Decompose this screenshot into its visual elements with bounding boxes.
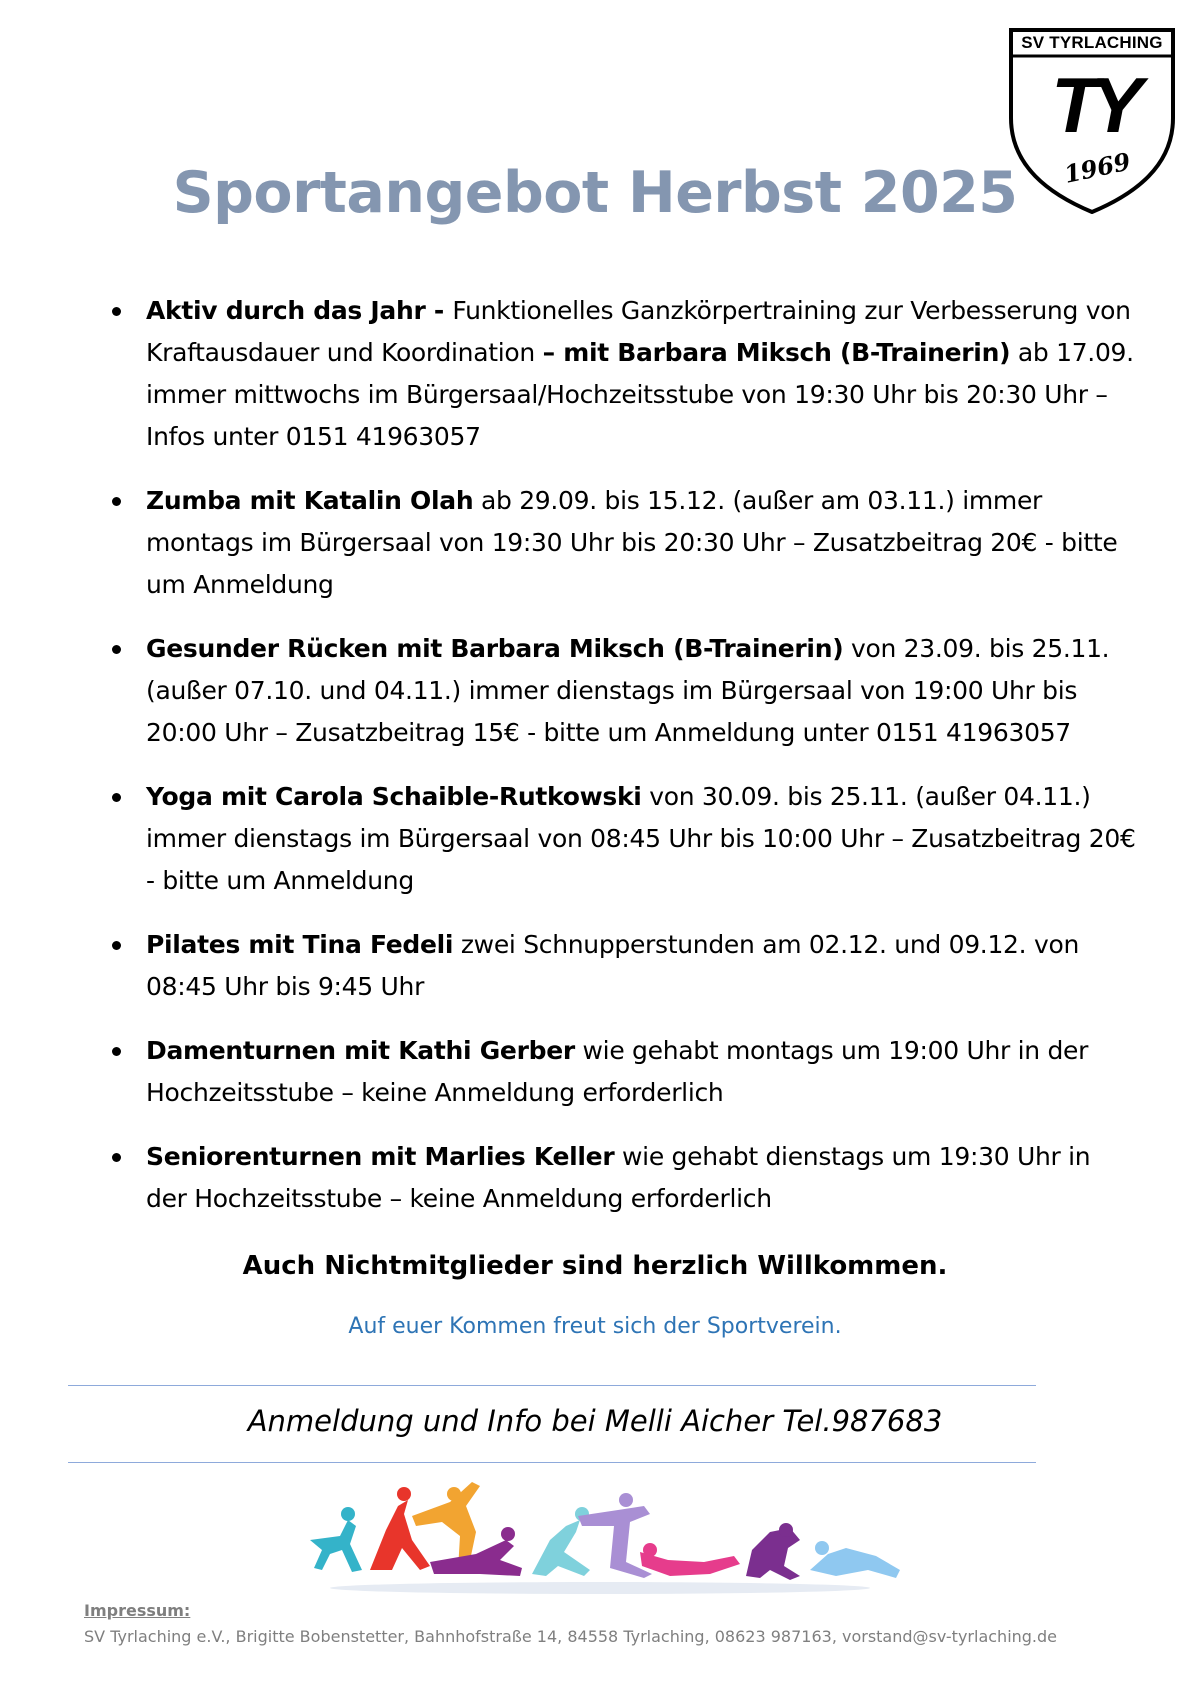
bullet-icon bbox=[112, 307, 121, 316]
offer-trainer: – mit Barbara Miksch (B-Trainerin) bbox=[542, 338, 1011, 367]
offer-name: Zumba mit Katalin Olah bbox=[146, 486, 474, 515]
impressum-heading: Impressum: bbox=[84, 1601, 191, 1620]
bullet-icon bbox=[112, 941, 121, 950]
offer-details: ab 29.09. bis 15.12. (außer am 03.11.) immer montags im Bürgersaal von 19:30 Uhr bis 20:30 Uhr – Zusatzbeitrag 20€ - bitte um Anmeldung bbox=[146, 486, 1118, 599]
bullet-icon bbox=[112, 645, 121, 654]
list-item bbox=[108, 628, 1138, 754]
offer-details: zwei Schnupperstunden am 02.12. und 09.12. von 08:45 Uhr bis 9:45 Uhr bbox=[146, 930, 1079, 1001]
offer-details: von 23.09. bis 25.11. (außer 07.10. und 04.11.) immer dienstags im Bürgersaal von 19:00 Uhr bis 20:00 Uhr – Zusatzbeitrag 15€ - bitte um Anmeldung unter 0151 41963057 bbox=[146, 634, 1110, 747]
offer-name: Pilates mit Tina Fedeli bbox=[146, 930, 454, 959]
contact-info: Anmeldung und Info bei Melli Aicher Tel.987683 bbox=[247, 1404, 943, 1438]
list-item bbox=[108, 776, 1138, 902]
figure-4 bbox=[430, 1527, 522, 1576]
offer-name: Aktiv durch das Jahr - bbox=[146, 296, 453, 325]
offer-name: Seniorenturnen mit Marlies Keller bbox=[146, 1142, 615, 1171]
divider-top bbox=[68, 1385, 1036, 1386]
thanks-note: Auf euer Kommen freut sich der Sportverein. bbox=[348, 1314, 842, 1339]
list-item bbox=[108, 1030, 1138, 1114]
logo-year: 1969 bbox=[1061, 146, 1133, 189]
offer-name: Yoga mit Carola Schaible-Rutkowski bbox=[146, 782, 642, 811]
offer-schedule: ab 17.09. immer mittwochs im Bürgersaal/Hochzeitsstube von 19:30 Uhr bis 20:30 Uhr – Infos unter 0151 41963057 bbox=[146, 338, 1134, 451]
impressum-text: SV Tyrlaching e.V., Brigitte Bobenstetter, Bahnhofstraße 14, 84558 Tyrlaching, 08623 987163, vorstand@sv-tyrlaching.de bbox=[84, 1627, 1058, 1646]
offer-details: von 30.09. bis 25.11. (außer 04.11.) immer dienstags im Bürgersaal von 08:45 Uhr bis 10:00 Uhr – Zusatzbeitrag 20€ - bitte um Anmeldung bbox=[146, 782, 1136, 895]
offer-details: wie gehabt dienstags um 19:30 Uhr in der Hochzeitsstube – keine Anmeldung erforderlich bbox=[146, 1142, 1091, 1213]
list-item bbox=[108, 924, 1138, 1008]
welcome-note: Auch Nichtmitglieder sind herzlich Willkommen. bbox=[242, 1251, 948, 1281]
offer-details: Funktionelles Ganzkörpertraining zur Verbesserung von Kraftausdauer und Koordination bbox=[146, 296, 1131, 367]
logo-monogram: TY bbox=[1051, 61, 1135, 149]
divider-bottom bbox=[68, 1462, 1036, 1463]
logo-club-name: SV TYRLACHING bbox=[1021, 33, 1163, 52]
figure-8 bbox=[746, 1523, 800, 1580]
list-item bbox=[108, 290, 1138, 458]
list-item bbox=[108, 1136, 1138, 1220]
bullet-icon bbox=[112, 793, 121, 802]
offer-details: wie gehabt montags um 19:00 Uhr in der Hochzeitsstube – keine Anmeldung erforderlich bbox=[146, 1036, 1089, 1107]
bullet-icon bbox=[112, 1153, 121, 1162]
offer-list bbox=[108, 290, 1138, 1242]
figure-9 bbox=[810, 1541, 900, 1578]
figure-2 bbox=[370, 1487, 430, 1570]
figure-7 bbox=[640, 1543, 740, 1576]
list-item bbox=[108, 480, 1138, 606]
bullet-icon bbox=[112, 497, 121, 506]
offer-name: Damenturnen mit Kathi Gerber bbox=[146, 1036, 575, 1065]
bullet-icon bbox=[112, 1047, 121, 1056]
page-title: Sportangebot Herbst 2025 bbox=[172, 160, 1018, 226]
figure-6 bbox=[578, 1493, 652, 1578]
offer-name: Gesunder Rücken mit Barbara Miksch (B-Trainerin) bbox=[146, 634, 844, 663]
exercise-figures-illustration bbox=[300, 1470, 900, 1600]
figure-1 bbox=[310, 1507, 362, 1572]
